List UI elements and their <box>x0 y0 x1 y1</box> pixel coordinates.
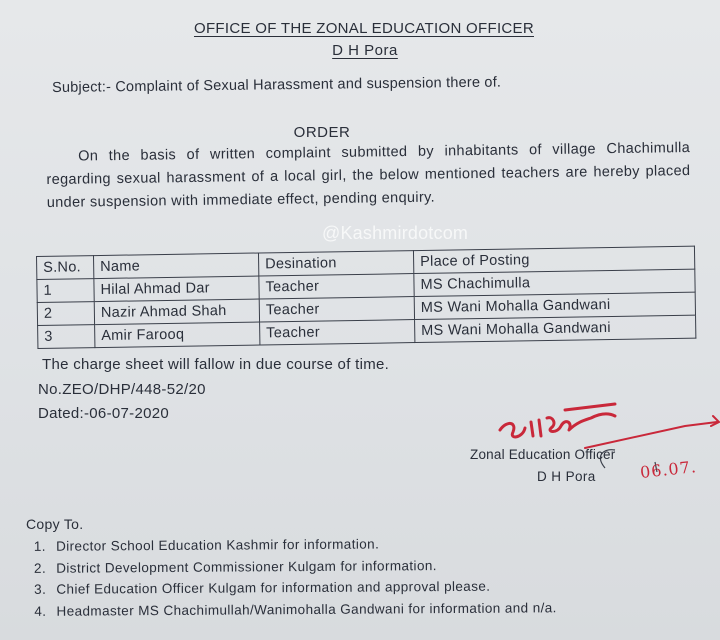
header-name: Name <box>94 253 259 279</box>
cell-place: MS Wani Mohalla Gandwani <box>415 315 696 342</box>
header-sno: S.No. <box>37 256 94 280</box>
cell-designation: Teacher <box>259 274 414 299</box>
cell-place: MS Wani Mohalla Gandwani <box>414 292 695 319</box>
cell-sno: 1 <box>37 279 94 303</box>
copy-to-title: Copy To. <box>26 516 84 532</box>
cell-sno: 2 <box>37 302 94 326</box>
charge-sheet-note: The charge sheet will fallow in due course of time. <box>42 356 390 373</box>
watermark: @Kashmirdotcom <box>322 223 469 243</box>
order-title: ORDER <box>293 124 351 141</box>
suspension-table <box>36 246 696 349</box>
list-item: 2. District Development Commissioner Kulgam for information. <box>50 554 556 579</box>
suspension-table-wrapper <box>36 246 696 349</box>
list-item: 3. Chief Education Officer Kulgam for information and approval please. <box>50 575 556 600</box>
subject-line: Subject:- Complaint of Sexual Harassment and suspension there of. <box>52 74 502 96</box>
cell-name: Amir Farooq <box>95 322 260 348</box>
office-location: D H Pora <box>332 42 398 59</box>
order-date: Dated:-06-07-2020 <box>38 405 170 422</box>
list-item: 4. Headmaster MS Chachimullah/Wanimohalla Gandwani for information and n/a. <box>50 597 556 622</box>
cell-sno: 3 <box>38 325 95 349</box>
order-body: On the basis of written complaint submitted by inhabitants of village Chachimulla regarding sexual harassment of a local girl, the below mentioned teachers are hereby placed under suspension with immediate effect, pending enquiry. <box>46 140 691 211</box>
header-place: Place of Posting <box>413 246 694 273</box>
cell-designation: Teacher <box>260 320 415 345</box>
handwritten-date: 06.07. <box>639 457 698 482</box>
office-heading: OFFICE OF THE ZONAL EDUCATION OFFICER <box>193 20 534 37</box>
officer-title: Zonal Education Officer <box>470 447 616 462</box>
order-number: No.ZEO/DHP/448-52/20 <box>38 381 206 398</box>
cell-designation: Teacher <box>259 297 414 322</box>
officer-place: D H Pora <box>537 469 596 484</box>
cell-name: Nazir Ahmad Shah <box>94 299 259 325</box>
cell-name: Hilal Ahmad Dar <box>94 276 259 302</box>
copy-to-list <box>20 532 557 622</box>
list-item: 1. Director School Education Kashmir for information. <box>50 532 556 557</box>
header-designation: Desination <box>258 251 413 276</box>
cell-place: MS Chachimulla <box>414 269 695 296</box>
